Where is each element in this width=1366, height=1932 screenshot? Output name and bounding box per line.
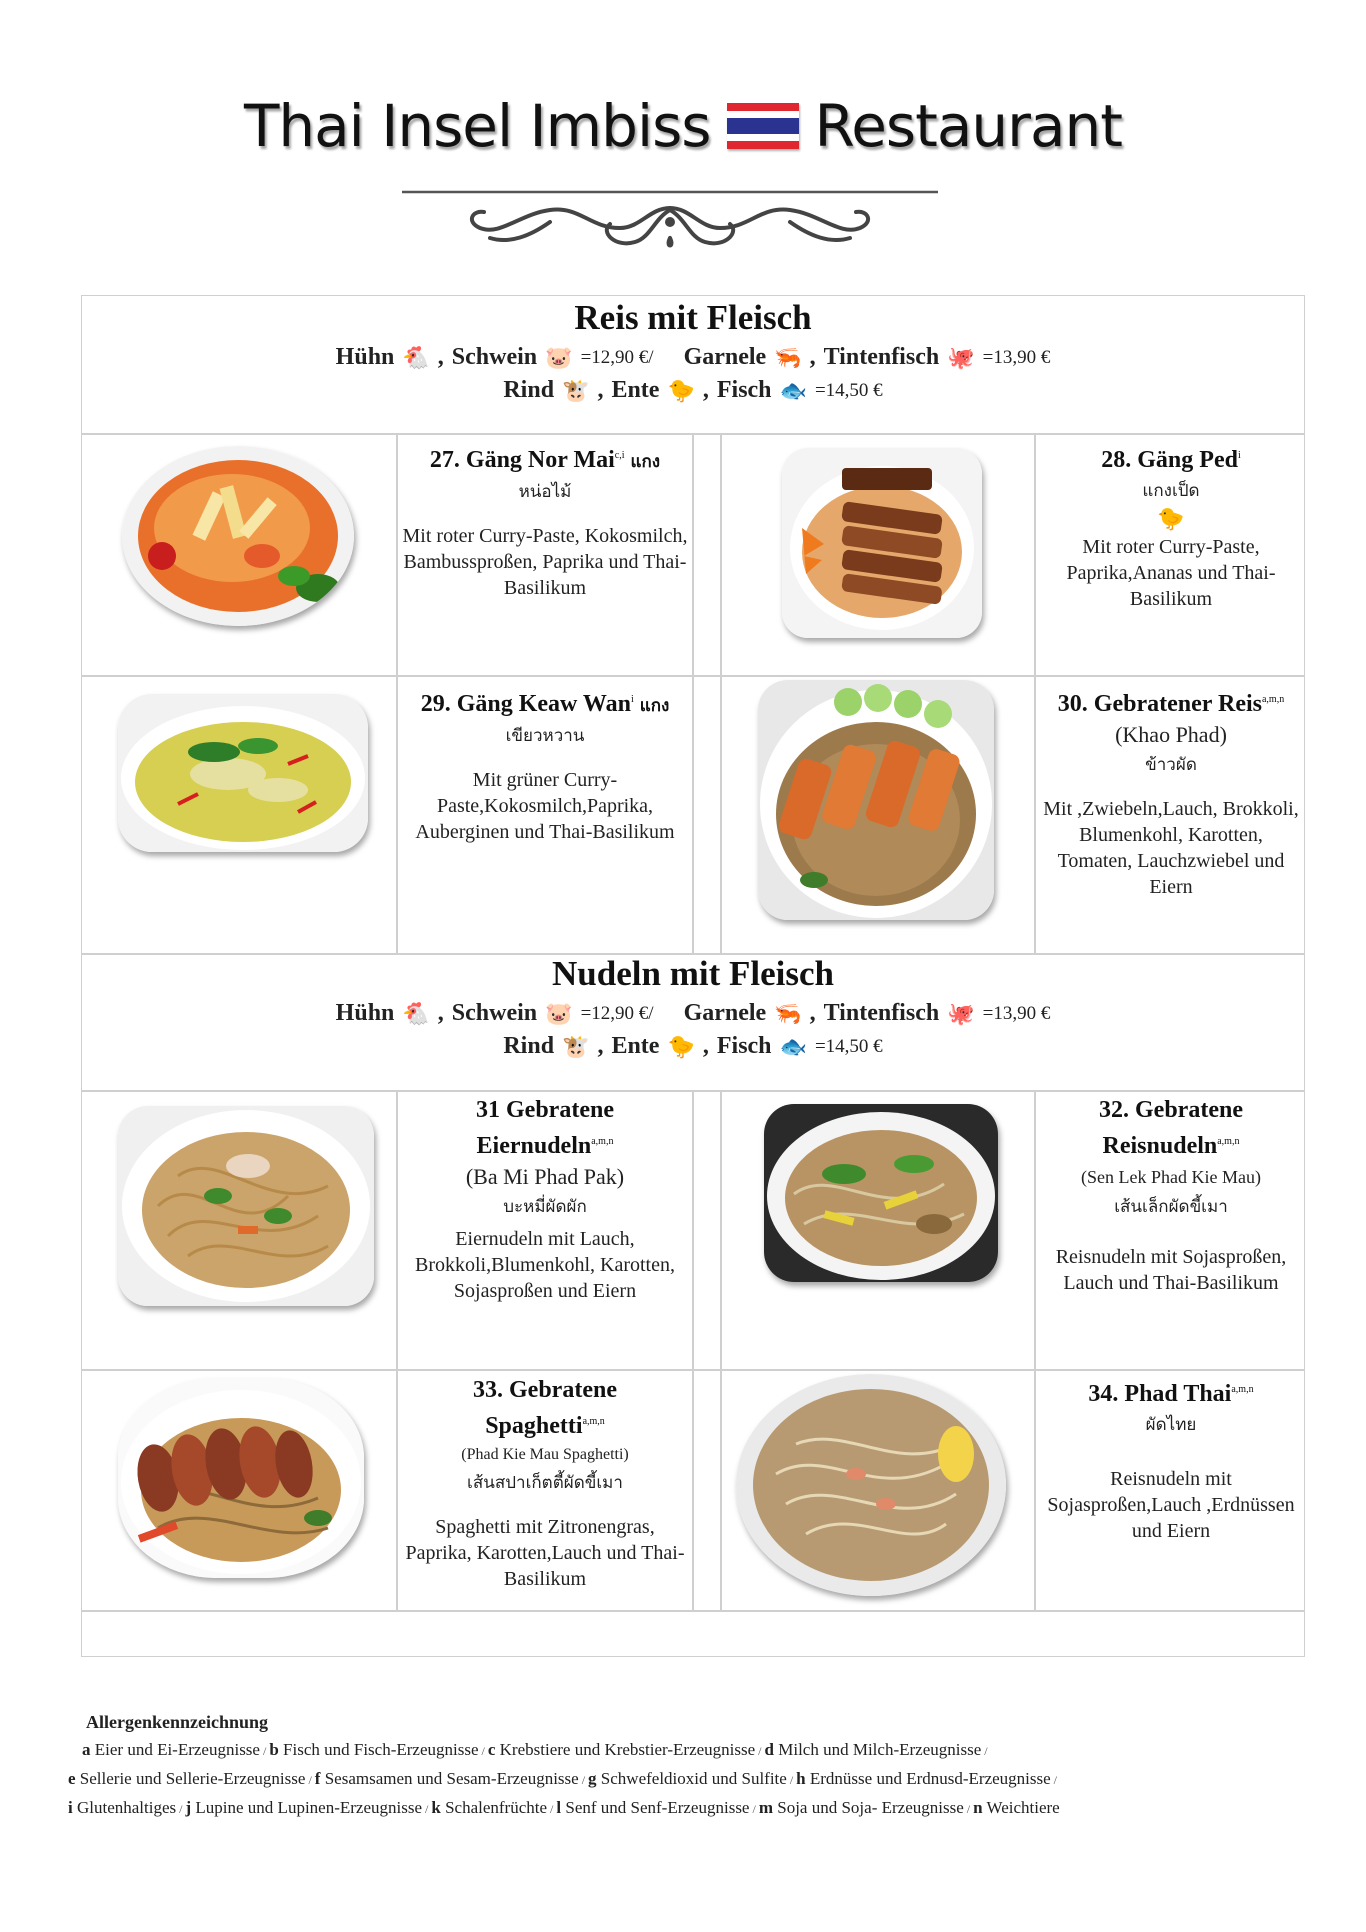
dish-description: Eiernudeln mit Lauch, Brokkoli,Blumenkohl, Karotten, Sojasproßen und Eiern <box>415 1228 675 1302</box>
dish-name: 34. Phad Thai <box>1088 1381 1232 1407</box>
separator: / <box>749 1802 759 1816</box>
dish-name-line2: Eiernudeln <box>476 1133 592 1159</box>
allergen-item <box>973 1798 1060 1817</box>
section-header-reis <box>82 298 1304 404</box>
allergen-text: Sellerie und Sellerie-Erzeugnisse <box>75 1769 306 1788</box>
dish-31 <box>400 1094 690 1304</box>
dish-name: 31 Gebratene <box>476 1097 614 1123</box>
allergen-text: Schalenfrüchte <box>440 1798 548 1817</box>
fish-icon: 🐟 <box>779 1033 807 1059</box>
separator: / <box>786 1773 797 1787</box>
price-line: Hühn 🐔 , Schwein 🐷 =12,90 €/ Garnele 🦐 , Tintenfisch 🐙 =13,90 € <box>335 1000 1051 1026</box>
allergen-code: i <box>68 1798 73 1817</box>
allergen-code: n <box>973 1798 983 1817</box>
duck-icon: 🐤 <box>667 1033 695 1059</box>
allergen-code: m <box>758 1798 773 1817</box>
duck-icon: 🐤 <box>1157 506 1185 531</box>
separator: / <box>547 1802 557 1816</box>
separator: / <box>755 1744 765 1758</box>
dish-description: Mit roter Curry-Paste, Kokosmilch, Bambussproßen, Paprika und Thai-Basilikum <box>402 525 688 599</box>
meat-label: Schwein <box>451 1000 538 1026</box>
separator: / <box>963 1802 974 1816</box>
allergen-text: Fisch und Fisch-Erzeugnisse <box>278 1740 479 1759</box>
meat-label: Hühn <box>335 344 395 370</box>
meat-label: Tintenfisch <box>823 1000 940 1026</box>
allergen-text: Eier und Ei-Erzeugnisse <box>90 1740 260 1759</box>
meat-label: Schwein <box>451 344 538 370</box>
meat-label: Rind <box>503 377 555 403</box>
dish-photo-31 <box>118 1106 374 1306</box>
separator: / <box>478 1744 488 1758</box>
allergen-text: Krebstiere und Krebstier-Erzeugnisse <box>495 1740 756 1759</box>
dish-thai-name: แกงเป็ด <box>1142 481 1200 501</box>
allergen-codes: a,m,n <box>1261 694 1285 705</box>
price: =12,90 €/ <box>580 1002 654 1024</box>
allergen-code: f <box>314 1769 321 1788</box>
dish-photo-30 <box>758 680 994 920</box>
dish-photo-34 <box>736 1374 1006 1596</box>
allergen-codes: a,m,n <box>1231 1384 1254 1395</box>
allergen-item <box>759 1798 964 1817</box>
separator: / <box>578 1773 589 1787</box>
dish-27 <box>400 440 690 601</box>
allergen-item <box>269 1740 478 1759</box>
meat-label: Garnele <box>683 344 767 370</box>
section-header-nudeln <box>82 954 1304 1060</box>
dish-34 <box>1040 1374 1302 1544</box>
price: =14,50 € <box>814 1035 883 1057</box>
pig-icon: 🐷 <box>545 1000 573 1026</box>
price: =14,50 € <box>814 379 883 401</box>
price: =13,90 € <box>982 346 1051 368</box>
dish-thai-name: เขียวหวาน <box>505 726 585 746</box>
allergen-code: k <box>431 1798 441 1817</box>
meat-label: Garnele <box>683 1000 767 1026</box>
allergen-item <box>488 1740 755 1759</box>
dish-description: Mit roter Curry-Paste, Paprika,Ananas und Thai-Basilikum <box>1066 536 1276 610</box>
allergen-item <box>185 1798 422 1817</box>
allergen-code: a <box>82 1740 91 1759</box>
chicken-icon: 🐔 <box>402 1000 430 1026</box>
octopus-icon: 🐙 <box>947 344 975 370</box>
allergen-item <box>431 1798 547 1817</box>
dish-name: 32. Gebratene <box>1099 1097 1243 1123</box>
allergen-title: Allergenkennzeichnung <box>86 1712 269 1732</box>
shrimp-icon: 🦐 <box>774 344 802 370</box>
meat-label: Fisch <box>716 1033 772 1059</box>
dish-alt-name: (Sen Lek Phad Kie Mau) <box>1081 1167 1261 1187</box>
dish-29 <box>400 684 690 845</box>
allergen-codes: i <box>1237 450 1241 461</box>
fish-icon: 🐟 <box>779 377 807 403</box>
dish-photo-29 <box>118 694 368 852</box>
dish-photo-27 <box>122 446 354 626</box>
allergen-text: Erdnüsse und Erdnusd-Erzeugnisse <box>805 1769 1051 1788</box>
allergen-code: l <box>556 1798 562 1817</box>
dish-description: Reisnudeln mit Sojasproßen,Lauch ,Erdnüssen und Eiern <box>1047 1468 1295 1542</box>
separator: / <box>305 1773 315 1787</box>
dish-30 <box>1040 684 1302 900</box>
separator: / <box>176 1802 186 1816</box>
restaurant-title <box>0 92 1366 160</box>
dish-thai-name: เส้นเล็กผัดขี้เมา <box>1114 1197 1228 1217</box>
dish-alt-name: (Phad Kie Mau Spaghetti) <box>461 1446 629 1463</box>
meat-label: Tintenfisch <box>823 344 940 370</box>
dish-description: Mit grüner Curry-Paste,Kokosmilch,Paprika, Auberginen und Thai-Basilikum <box>415 769 675 843</box>
dish-name-line2: Reisnudeln <box>1102 1133 1218 1159</box>
menu-table <box>81 295 1305 1657</box>
pig-icon: 🐷 <box>545 344 573 370</box>
dish-thai-name: หน่อไม้ <box>518 482 572 502</box>
dish-28 <box>1040 440 1302 612</box>
section-title: Reis mit Fleisch <box>574 298 812 337</box>
dish-alt-name: (Khao Phad) <box>1115 722 1227 747</box>
allergen-item <box>82 1740 260 1759</box>
allergen-codes: a,m,n <box>582 1416 605 1427</box>
meat-label: Ente <box>611 1033 660 1059</box>
meat-label: Hühn <box>335 1000 395 1026</box>
dish-thai-name: ผัดไทย <box>1145 1415 1197 1435</box>
allergen-line <box>68 1736 1308 1765</box>
dish-33 <box>400 1374 690 1592</box>
allergen-text: Schwefeldioxid und Sulfite <box>596 1769 787 1788</box>
chicken-icon: 🐔 <box>402 344 430 370</box>
allergen-code: c <box>487 1740 496 1759</box>
dish-description: Spaghetti mit Zitronengras, Paprika, Karotten,Lauch und Thai-Basilikum <box>405 1516 685 1590</box>
thai-flag-icon <box>727 103 799 149</box>
allergen-legend <box>68 1708 1308 1823</box>
price-line: Rind 🐮 , Ente 🐤 , Fisch 🐟 =14,50 € <box>503 377 883 403</box>
shrimp-icon: 🦐 <box>774 1000 802 1026</box>
separator: / <box>259 1744 270 1758</box>
meat-label: Rind <box>503 1033 555 1059</box>
dish-name-line2: Spaghetti <box>485 1413 583 1439</box>
dish-description: Reisnudeln mit Sojasproßen, Lauch und Thai-Basilikum <box>1055 1246 1287 1294</box>
dish-name: 29. Gäng Keaw Wan <box>420 691 631 717</box>
allergen-code: d <box>764 1740 774 1759</box>
ornament-divider <box>400 188 940 260</box>
octopus-icon: 🐙 <box>947 1000 975 1026</box>
allergen-text: Glutenhaltiges <box>72 1798 177 1817</box>
allergen-code: h <box>796 1769 806 1788</box>
price: =12,90 €/ <box>580 346 654 368</box>
dish-photo-33 <box>118 1378 364 1578</box>
allergen-text: Lupine und Lupinen-Erzeugnisse <box>191 1798 423 1817</box>
allergen-text: Milch und Milch-Erzeugnisse <box>773 1740 982 1759</box>
dish-thai-inline: แกง <box>630 452 661 472</box>
allergen-item <box>765 1740 982 1759</box>
allergen-code: g <box>588 1769 597 1788</box>
separator: / <box>981 1744 988 1758</box>
duck-icon: 🐤 <box>667 377 695 403</box>
allergen-text: Senf und Senf-Erzeugnisse <box>561 1798 750 1817</box>
dish-thai-name: เส้นสปาเก็ตตี้ผัดขี้เมา <box>467 1473 623 1493</box>
allergen-list <box>68 1736 1308 1823</box>
allergen-code: e <box>68 1769 76 1788</box>
dish-name: 30. Gebratener Reis <box>1057 691 1262 717</box>
meat-label: Ente <box>611 377 660 403</box>
allergen-codes: a,m,n <box>1217 1136 1240 1147</box>
allergen-item <box>588 1769 787 1788</box>
cow-icon: 🐮 <box>562 377 590 403</box>
allergen-item <box>796 1769 1051 1788</box>
cow-icon: 🐮 <box>562 1033 590 1059</box>
allergen-text: Weichtiere <box>982 1798 1060 1817</box>
dish-name: 27. Gäng Nor Mai <box>429 447 615 473</box>
dish-thai-inline: แกง <box>639 696 670 716</box>
allergen-codes: i <box>630 694 634 705</box>
separator: / <box>422 1802 432 1816</box>
allergen-item <box>315 1769 579 1788</box>
allergen-item <box>68 1769 305 1788</box>
dish-name: 28. Gäng Ped <box>1101 447 1238 473</box>
restaurant-name-right: Restaurant <box>814 92 1123 160</box>
price-line: Hühn 🐔 , Schwein 🐷 =12,90 €/ Garnele 🦐 , Tintenfisch 🐙 =13,90 € <box>335 344 1051 370</box>
allergen-text: Sesamsamen und Sesam-Erzeugnisse <box>320 1769 579 1788</box>
allergen-codes: c,i <box>614 450 625 461</box>
dish-32 <box>1040 1094 1302 1296</box>
dish-photo-28 <box>782 448 982 638</box>
separator: / <box>1050 1773 1058 1787</box>
meat-label: Fisch <box>716 377 772 403</box>
dish-photo-32 <box>764 1104 998 1282</box>
allergen-code: j <box>185 1798 192 1817</box>
allergen-line <box>68 1765 1308 1794</box>
dish-thai-name: ข้าวผัด <box>1145 755 1197 775</box>
allergen-line <box>68 1794 1308 1823</box>
dish-thai-name: บะหมี่ผัดผัก <box>503 1197 587 1217</box>
dish-description: Mit ,Zwiebeln,Lauch, Brokkoli, Blumenkohl, Karotten, Tomaten, Lauchzwiebel und Eiern <box>1043 798 1299 898</box>
dish-name: 33. Gebratene <box>473 1377 617 1403</box>
allergen-item <box>68 1798 176 1817</box>
allergen-text: Soja und Soja- Erzeugnisse <box>773 1798 964 1817</box>
section-title: Nudeln mit Fleisch <box>552 954 834 993</box>
dish-alt-name: (Ba Mi Phad Pak) <box>465 1164 625 1189</box>
allergen-codes: a,m,n <box>591 1136 614 1147</box>
price: =13,90 € <box>982 1002 1051 1024</box>
allergen-item <box>556 1798 749 1817</box>
allergen-code: b <box>269 1740 279 1759</box>
price-line: Rind 🐮 , Ente 🐤 , Fisch 🐟 =14,50 € <box>503 1033 883 1059</box>
restaurant-name-left: Thai Insel Imbiss <box>243 92 711 160</box>
